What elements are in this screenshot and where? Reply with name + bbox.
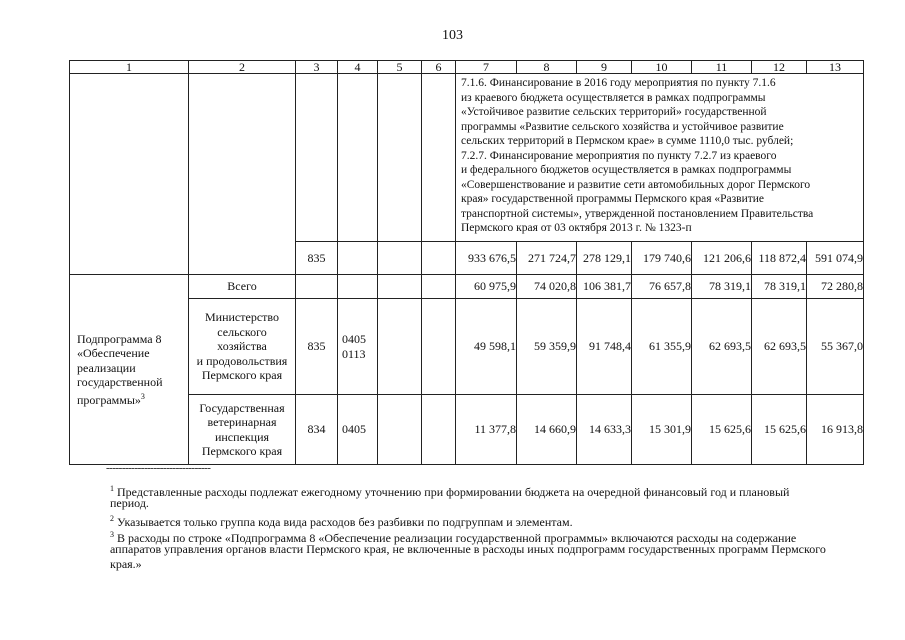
footnote-1-continued: период.: [110, 496, 149, 510]
note-line: из краевого бюджета осуществляется в рамках подпрограммы: [461, 91, 766, 104]
amount-cell: 55 367,0: [807, 299, 864, 395]
budget-table: [69, 60, 864, 465]
ministry-line: Министерство: [205, 310, 279, 325]
empty-cell: [422, 395, 456, 465]
ministry-row: [70, 299, 864, 395]
header-cell: 6: [422, 61, 456, 74]
program-line: «Обеспечение: [77, 346, 150, 361]
kvsr-code: 834: [296, 395, 338, 465]
inspection-line: Пермского края: [201, 444, 283, 458]
amount-cell: 14 633,3: [577, 395, 632, 465]
section-code: 0113: [342, 346, 366, 361]
footnote-mark: 1: [110, 484, 114, 493]
note-line: Пермского края от 03 октября 2013 г. № 1323-п: [461, 222, 692, 234]
inspection-cell: [189, 395, 296, 465]
amount-cell: 11 377,8: [456, 395, 517, 465]
inspection-row: [70, 395, 864, 465]
total-row: [70, 275, 864, 299]
amount-cell: 15 301,9: [632, 395, 692, 465]
header-cell: 5: [378, 61, 422, 74]
inspection-name: [189, 401, 295, 459]
empty-cell: [338, 275, 378, 299]
amount-cell: 16 913,8: [807, 395, 864, 465]
note-line: 7.1.6. Финансирование в 2016 году мероприятия по пункту 7.1.6: [461, 77, 776, 89]
header-cell: 12: [752, 61, 807, 74]
header-cell: 8: [517, 61, 577, 74]
footnote-text: Указывается только группа кода вида расходов без разбивки по подгруппам и элементам.: [117, 515, 573, 529]
amount-cell: 15 625,6: [692, 395, 752, 465]
header-cell: 9: [577, 61, 632, 74]
amount-cell: 271 724,7: [517, 242, 577, 275]
amount-cell: 62 693,5: [752, 299, 807, 395]
amount-cell: 933 676,5: [456, 242, 517, 275]
note-line: 7.2.7. Финансирование мероприятия по пункту 7.2.7 из краевого: [461, 149, 777, 162]
section-code-cell: [338, 299, 378, 395]
amount-cell: 278 129,1: [577, 242, 632, 275]
note-line: края» государственной программы Пермского края «Развитие: [461, 193, 765, 205]
footnote-3-continued: края.»: [110, 557, 142, 571]
program-line: программы»: [77, 392, 141, 407]
program-name: [70, 332, 188, 408]
empty-cell: [70, 74, 189, 275]
note-cell: [456, 74, 864, 242]
empty-cell: [378, 275, 422, 299]
amount-cell: 49 598,1: [456, 299, 517, 395]
empty-cell: [189, 74, 296, 275]
kvsr-code: 835: [296, 242, 338, 275]
note-line: сельских территорий в Пермском крае» в сумме 1110,0 тыс. рублей;: [461, 135, 794, 147]
program-line: государственной: [77, 375, 163, 390]
note-line: транспортной системы», утвержденной постановлением Правительства: [461, 207, 814, 220]
empty-cell: [422, 74, 456, 242]
header-cell: 11: [692, 61, 752, 74]
amount-cell: 78 319,1: [692, 275, 752, 299]
inspection-line: ветеринарная: [207, 415, 277, 429]
empty-cell: [422, 275, 456, 299]
amount-cell: 74 020,8: [517, 275, 577, 299]
section-code: 0405: [342, 422, 366, 437]
header-cell: 7: [456, 61, 517, 74]
amount-cell: 59 359,9: [517, 299, 577, 395]
amount-cell: 14 660,9: [517, 395, 577, 465]
empty-cell: [296, 74, 338, 242]
header-row: [70, 61, 864, 74]
section-code: 0405: [342, 332, 366, 346]
ministry-name: [189, 310, 295, 383]
empty-cell: [422, 299, 456, 395]
empty-cell: [422, 242, 456, 275]
section-codes: [338, 422, 377, 437]
amount-cell: 78 319,1: [752, 275, 807, 299]
amount-cell: 121 206,6: [692, 242, 752, 275]
amount-cell: 76 657,8: [632, 275, 692, 299]
footnote-separator: ---------------------------------: [106, 462, 211, 474]
kvsr-code: 835: [296, 299, 338, 395]
inspection-line: Государственная: [199, 400, 285, 415]
amount-cell: 106 381,7: [577, 275, 632, 299]
inspection-line: инспекция: [214, 429, 270, 444]
empty-cell: [378, 74, 422, 242]
note-line: и федерального бюджетов осуществляется в рамках подпрограммы: [461, 164, 792, 176]
header-cell: 2: [189, 61, 296, 74]
header-cell: 13: [807, 61, 864, 74]
ministry-line: и продовольствия: [196, 353, 288, 368]
ministry-cell: [189, 299, 296, 395]
section-codes: [338, 332, 377, 361]
note-line: программы «Развитие сельского хозяйства и устойчивое развитие: [461, 120, 784, 133]
empty-cell: [378, 395, 422, 465]
empty-cell: [296, 275, 338, 299]
footnote-3-continued: аппаратов управления органов власти Пермского края, не включенные в расходы иных подпрограмм государственных программ Пермского: [110, 542, 826, 556]
note-text: [456, 74, 863, 238]
footnote-mark: 2: [110, 514, 114, 523]
ministry-line: хозяйства: [217, 339, 267, 354]
amount-cell: 591 074,9: [807, 242, 864, 275]
note-row: [70, 74, 864, 242]
footnote-mark: 3: [140, 391, 145, 401]
ministry-line: сельского: [217, 324, 267, 339]
total-label: Всего: [189, 275, 296, 299]
note-line: «Совершенствование и развитие сети автомобильных дорог Пермского: [461, 178, 811, 191]
amount-cell: 60 975,9: [456, 275, 517, 299]
footnote-text: Представленные расходы подлежат ежегодному уточнению при формировании бюджета на очередной финансовый год и плановый: [117, 485, 790, 499]
amount-cell: 179 740,6: [632, 242, 692, 275]
amount-cell: 72 280,8: [807, 275, 864, 299]
header-cell: 10: [632, 61, 692, 74]
footnote-1: [110, 481, 789, 500]
footnote-text: В расходы по строке «Подпрограмма 8 «Обеспечение реализации государственной программы» включаются расходы на содержание: [117, 531, 797, 545]
amount-cell: 62 693,5: [692, 299, 752, 395]
program-line: реализации: [77, 360, 136, 375]
program-cell: [70, 275, 189, 465]
empty-cell: [338, 74, 378, 242]
header-cell: 1: [70, 61, 189, 74]
section-code-cell: [338, 395, 378, 465]
footnote-mark: 3: [110, 530, 114, 539]
program-line: Подпрограмма 8: [77, 331, 162, 346]
empty-cell: [338, 242, 378, 275]
empty-cell: [378, 242, 422, 275]
empty-cell: [378, 299, 422, 395]
ministry-line: Пермского края: [201, 368, 283, 383]
note-line: «Устойчивое развитие сельских территорий» государственной: [461, 106, 767, 118]
amount-cell: 118 872,4: [752, 242, 807, 275]
amount-cell: 91 748,4: [577, 299, 632, 395]
amount-cell: 15 625,6: [752, 395, 807, 465]
amount-cell: 61 355,9: [632, 299, 692, 395]
header-cell: 4: [338, 61, 378, 74]
page-number: 103: [442, 28, 463, 43]
header-cell: 3: [296, 61, 338, 74]
